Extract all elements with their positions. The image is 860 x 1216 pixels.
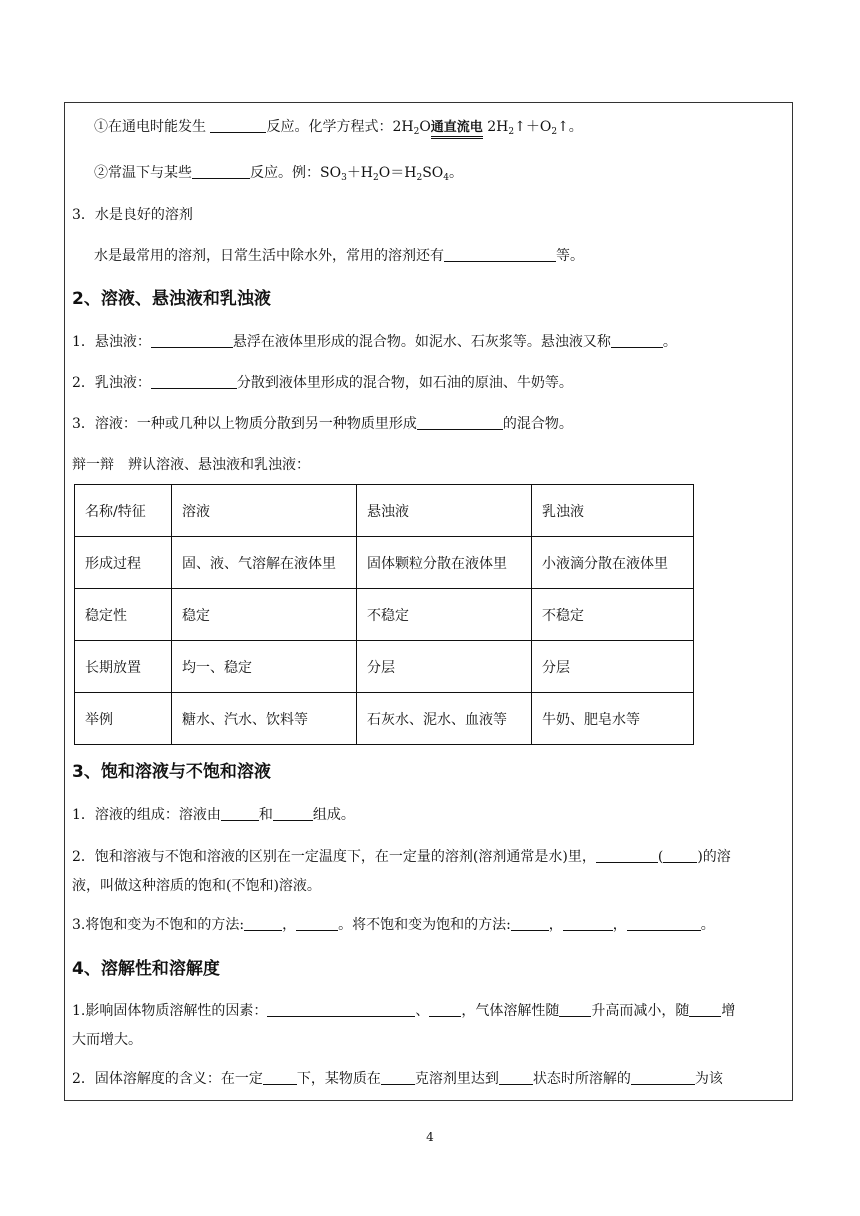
fill-blank[interactable]	[429, 1002, 461, 1017]
text: ＋H	[346, 165, 374, 181]
table-row	[75, 589, 694, 641]
fill-blank[interactable]	[381, 1070, 415, 1085]
fill-blank[interactable]	[192, 164, 250, 179]
saturation-line-1	[65, 847, 792, 867]
fill-blank[interactable]	[296, 916, 338, 931]
composition-line	[65, 805, 792, 825]
subscript: 2	[551, 127, 558, 137]
text: ↑＋O	[514, 119, 552, 135]
debate-line: 辩一辩 辨认溶液、悬浊液和乳浊液：	[72, 457, 310, 473]
fill-blank[interactable]	[273, 806, 313, 821]
table-cell: 分层	[532, 641, 694, 693]
fill-blank[interactable]	[511, 916, 549, 931]
table-row	[75, 641, 694, 693]
table-cell: 分层	[357, 641, 532, 693]
table-cell: 形成过程	[75, 537, 172, 589]
conversion-line	[65, 915, 792, 935]
page-number: 4	[426, 1130, 434, 1144]
table-cell: 均一、稳定	[172, 641, 357, 693]
table-cell: 长期放置	[75, 641, 172, 693]
solubility-line	[65, 1069, 792, 1089]
text: 状态时所溶解的	[532, 1071, 631, 1087]
text: ②常温下与某些	[94, 165, 192, 181]
text: 1．悬浊液：	[72, 334, 151, 350]
fill-blank[interactable]	[563, 916, 613, 931]
subscript: 3	[341, 173, 347, 183]
text: 组成。	[312, 807, 355, 823]
subscript: 2	[416, 173, 423, 183]
fill-blank[interactable]	[221, 806, 259, 821]
solvent-line	[65, 246, 792, 266]
text: ①在通电时能发生	[94, 119, 211, 135]
text: 2H	[482, 119, 509, 135]
table-cell: 糖水、汽水、饮料等	[172, 693, 357, 745]
text: ，	[282, 917, 297, 933]
text: 和	[258, 807, 273, 823]
table-cell: 不稳定	[532, 589, 694, 641]
fill-blank[interactable]	[631, 1070, 695, 1085]
comparison-table	[74, 484, 694, 745]
text: O	[419, 119, 431, 135]
fill-blank[interactable]	[244, 916, 282, 931]
fill-blank[interactable]	[627, 916, 701, 931]
text: ，	[612, 917, 627, 933]
table-cell: 溶液	[172, 485, 357, 537]
text: O＝H	[378, 165, 417, 181]
text: ↑。	[557, 119, 583, 135]
text: 分散到液体里形成的混合物，如石油的原油、牛奶等。	[236, 375, 573, 391]
text: 2．饱和溶液与不饱和溶液的区别在一定温度下，在一定量的溶剂(溶剂通常是水)里，	[72, 849, 596, 865]
table-row	[75, 693, 694, 745]
factor-line-2: 大而增大。	[72, 1032, 142, 1048]
text: 2．乳浊液：	[72, 375, 151, 391]
saturation-line-2: 液，叫做这种溶质的饱和(不饱和)溶液。	[72, 878, 321, 894]
text: 下，某物质在	[296, 1071, 381, 1087]
text: 2．固体溶解度的含义：在一定	[72, 1071, 263, 1087]
fill-blank[interactable]	[499, 1070, 533, 1085]
text: 悬浮在液体里形成的混合物。如泥水、石灰浆等。悬浊液又称	[232, 334, 611, 350]
text: 反应。化学方程式：2H	[266, 119, 414, 135]
section-heading: 4、溶解性和溶解度	[72, 959, 220, 979]
fill-blank[interactable]	[210, 118, 266, 133]
factor-line-1	[65, 1001, 792, 1021]
table-cell: 举例	[75, 693, 172, 745]
text: 水是最常用的溶剂，日常生活中除水外，常用的溶剂还有	[94, 248, 444, 264]
fill-blank[interactable]	[417, 415, 503, 430]
text: ，气体溶解性随	[461, 1003, 560, 1019]
text: 克溶剂里达到	[414, 1071, 499, 1087]
fill-blank[interactable]	[444, 247, 556, 262]
text: 3.将饱和变为不饱和的方法:	[72, 917, 245, 933]
solution-line	[65, 414, 792, 434]
text: 为该	[694, 1071, 723, 1087]
text: 。	[449, 165, 463, 181]
solvent-title: 3．水是良好的溶剂	[72, 207, 193, 223]
table-cell: 石灰水、泥水、血液等	[357, 693, 532, 745]
fill-blank[interactable]	[151, 333, 233, 348]
table-cell: 牛奶、肥皂水等	[532, 693, 694, 745]
text: 、	[415, 1003, 430, 1019]
text: 增	[721, 1003, 736, 1019]
content-frame	[64, 102, 793, 1101]
text: (	[657, 849, 664, 865]
electrolysis-line	[65, 117, 792, 142]
section-heading: 2、溶液、悬浊液和乳浊液	[72, 289, 271, 309]
text: SO	[422, 165, 444, 181]
text: 。将不饱和变为饱和的方法:	[338, 917, 511, 933]
subscript: 2	[373, 173, 379, 183]
text: 的混合物。	[502, 416, 573, 432]
text: 1．溶液的组成：溶液由	[72, 807, 221, 823]
text: )的溶	[697, 849, 731, 865]
text: 升高而减小，随	[591, 1003, 690, 1019]
text: ，	[548, 917, 563, 933]
fill-blank[interactable]	[663, 848, 697, 863]
fill-blank[interactable]	[151, 374, 237, 389]
text: 反应。例：SO	[250, 165, 342, 181]
table-cell: 稳定	[172, 589, 357, 641]
text: 3．溶液：一种或几种以上物质分散到另一种物质里形成	[72, 416, 417, 432]
table-cell: 稳定性	[75, 589, 172, 641]
table-cell: 名称/特征	[75, 485, 172, 537]
table-cell: 固、液、气溶解在液体里	[172, 537, 357, 589]
table-cell: 不稳定	[357, 589, 532, 641]
fill-blank[interactable]	[559, 1002, 591, 1017]
fill-blank[interactable]	[263, 1070, 297, 1085]
text: 。	[662, 334, 677, 350]
subscript: 2	[413, 127, 420, 137]
reaction-line	[65, 163, 792, 188]
table-cell: 小液滴分散在液体里	[532, 537, 694, 589]
subscript: 4	[443, 173, 449, 183]
reaction-condition: 通直流电	[431, 120, 483, 139]
emulsion-line	[65, 373, 792, 393]
section-heading: 3、饱和溶液与不饱和溶液	[72, 762, 271, 782]
suspension-line	[65, 332, 792, 352]
table-row	[75, 485, 694, 537]
table-cell: 悬浊液	[357, 485, 532, 537]
text: 等。	[556, 248, 584, 264]
subscript: 2	[508, 127, 515, 137]
fill-blank[interactable]	[596, 848, 658, 863]
table-cell: 乳浊液	[532, 485, 694, 537]
text: 1.影响固体物质溶解性的因素：	[72, 1003, 268, 1019]
fill-blank[interactable]	[267, 1002, 415, 1017]
fill-blank[interactable]	[689, 1002, 721, 1017]
table-cell: 固体颗粒分散在液体里	[357, 537, 532, 589]
text: 。	[700, 917, 715, 933]
table-row	[75, 537, 694, 589]
fill-blank[interactable]	[611, 333, 663, 348]
